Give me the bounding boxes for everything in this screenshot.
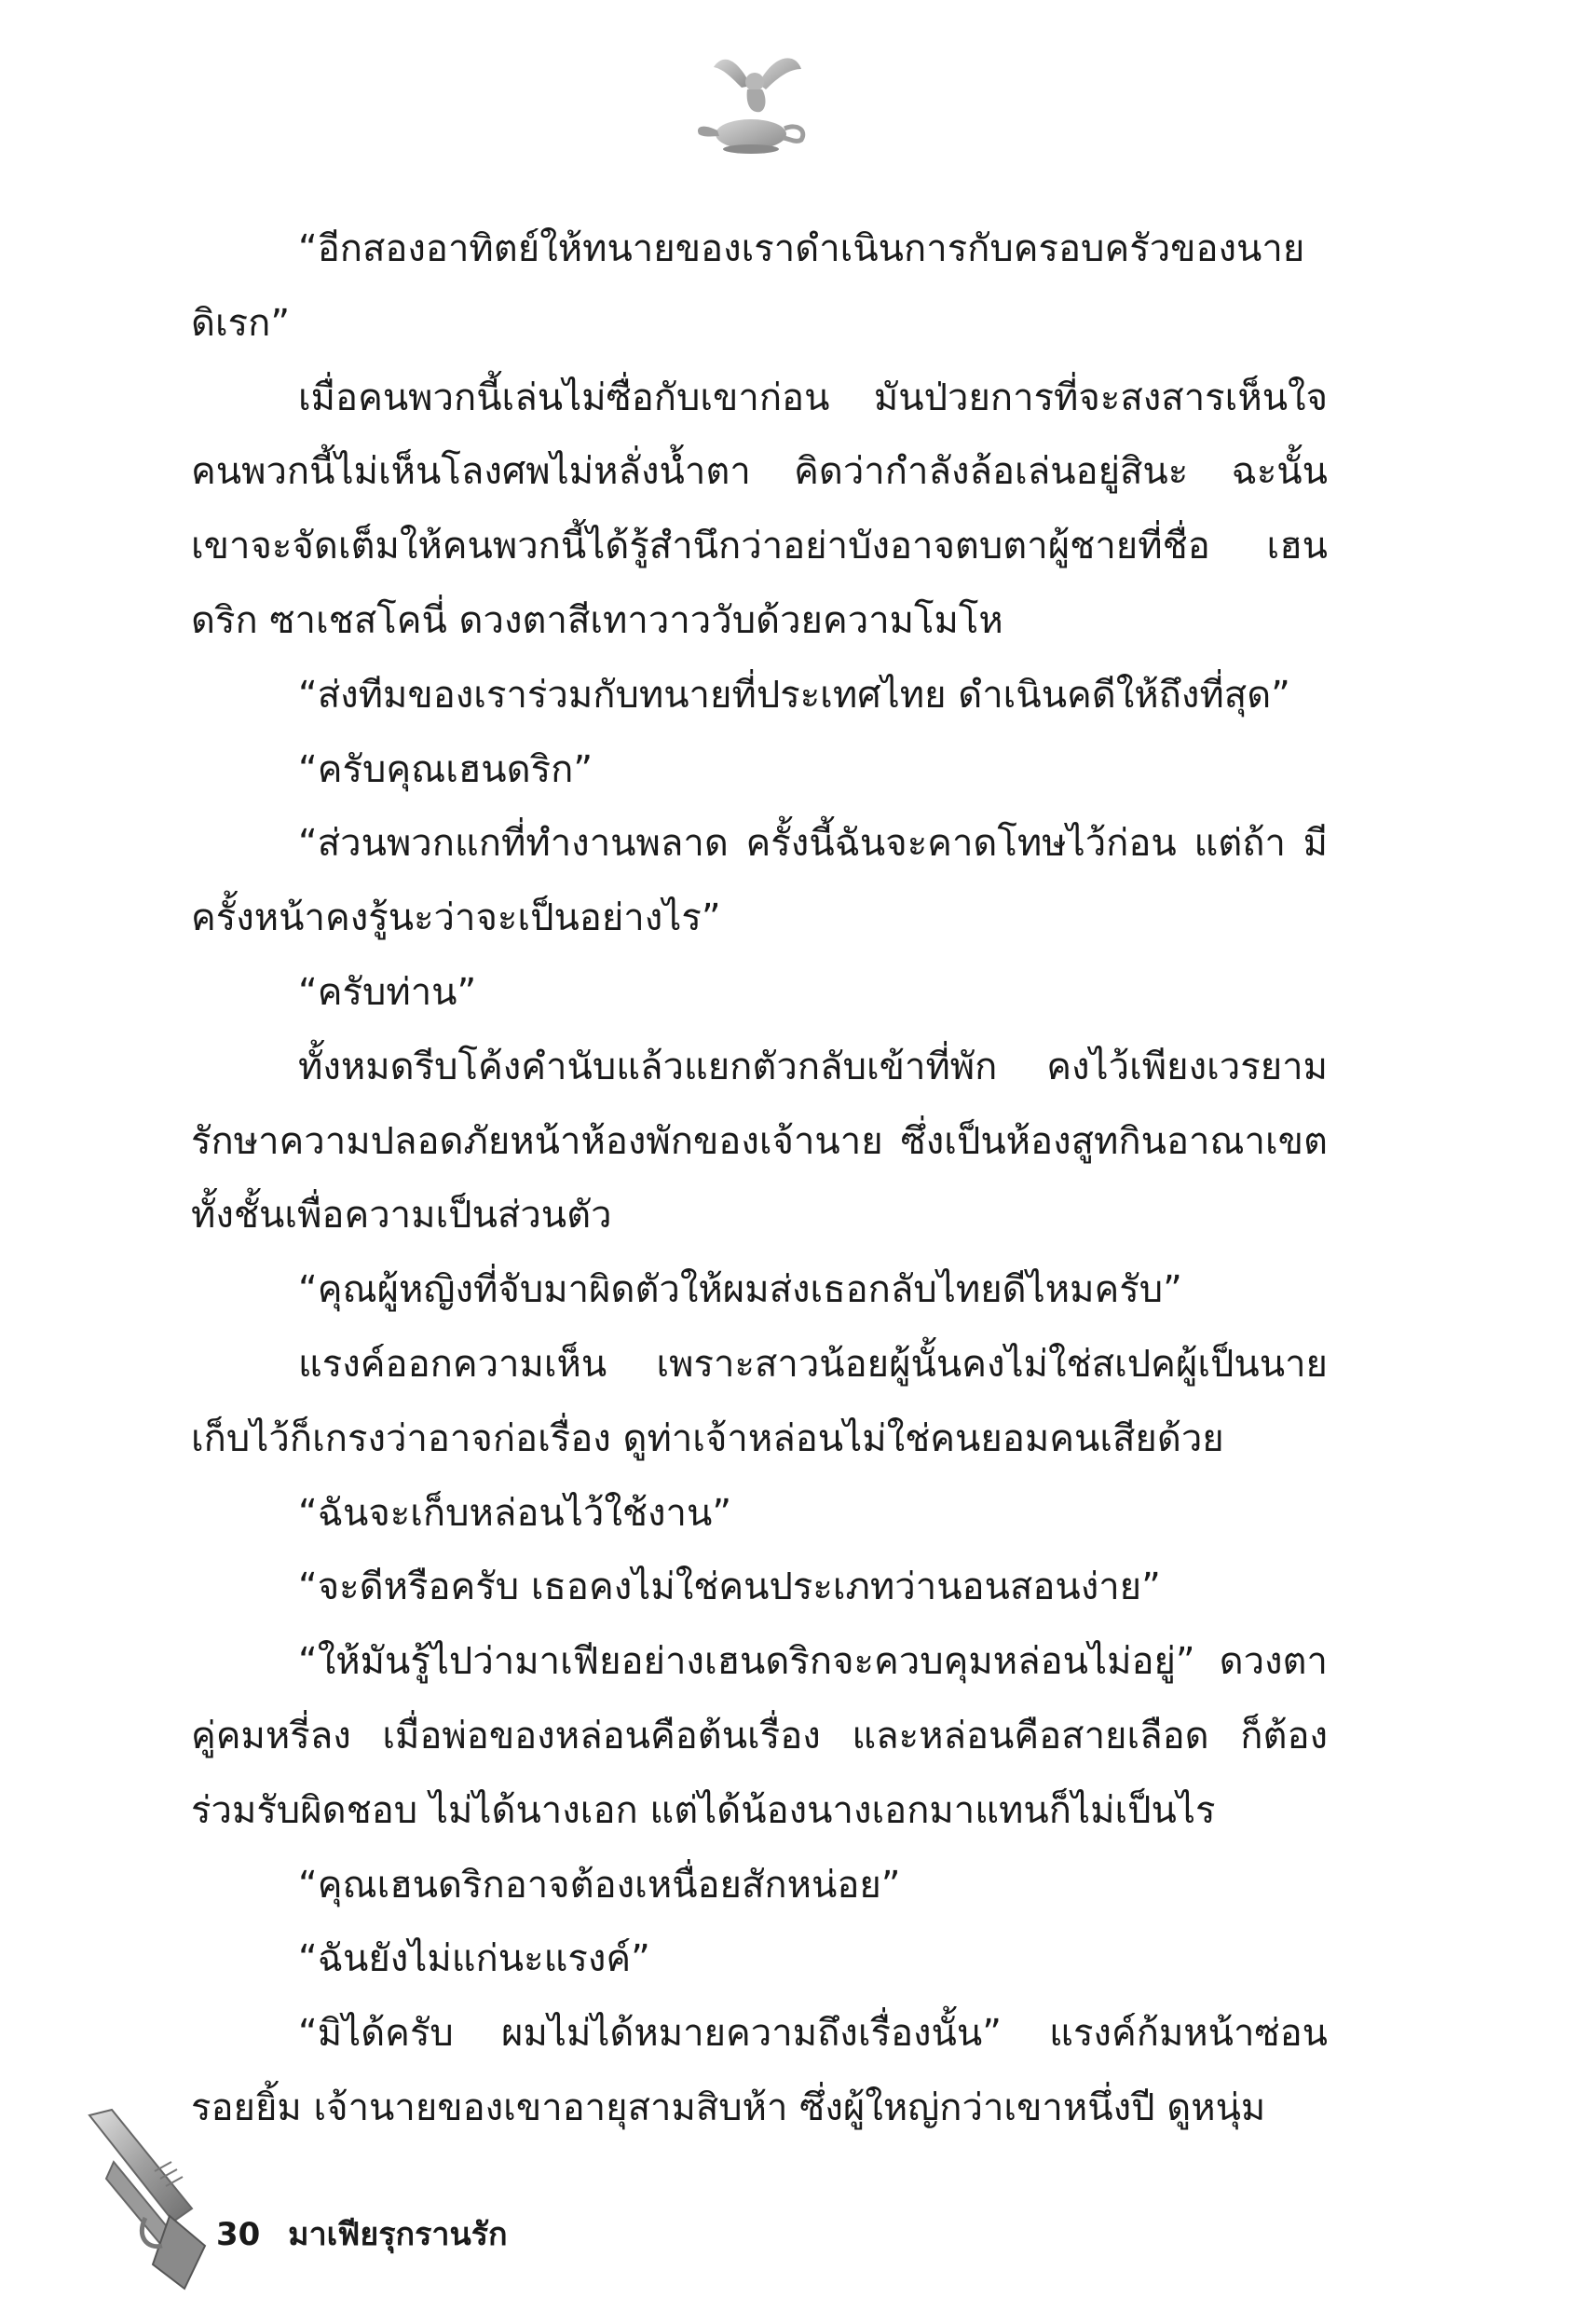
page-number: 30 [216, 2216, 261, 2253]
pistol-icon [80, 2106, 220, 2292]
paragraph: “จะดีหรือครับ เธอคงไม่ใช่คนประเภทว่านอนสอนง่าย” [298, 1566, 1161, 1609]
paragraph: “ส่งทีมของเราร่วมกับทนายที่ประเทศไทย ดำเนินคดีให้ถึงที่สุด” [298, 673, 1290, 717]
paragraph: “ให้มันรู้ไปว่ามาเฟียอย่างเฮนดริกจะควบคุมหล่อนไม่อยู่” ดวงตา คู่คมหรี่ลง เมื่อพ่อของหล่อนคือต้นเรื่อง และหล่อนคือสายเลือด ก็ต้อง ร่วมรับผิดชอบ ไม่ได้นางเอก แต่ได้น้องนางเอกมาแทนก็ไม่เป็นไร [191, 1640, 1328, 1832]
paragraph: แรงค์ออกความเห็น เพราะสาวน้อยผู้นั้นคงไม่ใช่สเปคผู้เป็นนาย เก็บไว้ก็เกรงว่าอาจก่อเรื่อง ดูท่าเจ้าหล่อนไม่ใช่คนยอมคนเสียด้วย [191, 1342, 1328, 1460]
paragraph: เมื่อคนพวกนี้เล่นไม่ซื่อกับเขาก่อน มันป่วยการที่จะสงสารเห็นใจ คนพวกนี้ไม่เห็นโลงศพไม่หลั่งน้ำตา คิดว่ากำลังล้อเล่นอยู่สินะ ฉะนั้น เขาจะจัดเต็มให้คนพวกนี้ได้รู้สำนึกว่าอย่าบังอาจตบตาผู้ชายที่ชื่อ เฮนดริก ซาเชสโคนี่ ดวงตาสีเทาวาววับด้วยความโมโห [191, 376, 1328, 642]
book-title: มาเฟียรุกรานรัก [288, 2216, 508, 2253]
paragraph: ทั้งหมดรีบโค้งคำนับแล้วแยกตัวกลับเข้าที่พัก คงไว้เพียงเวรยาม รักษาความปลอดภัยหน้าห้องพักของเจ้านาย ซึ่งเป็นห้องสูทกินอาณาเขต ทั้งชั้นเพื่อความเป็นส่วนตัว [191, 1045, 1328, 1238]
paragraph: “ส่วนพวกแกที่ทำงานพลาด ครั้งนี้ฉันจะคาดโทษไว้ก่อน แต่ถ้า มีครั้งหน้าคงรู้นะว่าจะเป็นอย่างไร” [191, 822, 1328, 940]
paragraph: “ครับคุณเฮนดริก” [298, 747, 593, 791]
paragraph: “ฉันจะเก็บหล่อนไว้ใช้งาน” [298, 1491, 732, 1535]
paragraph: “อีกสองอาทิตย์ให้ทนายของเราดำเนินการกับครอบครัวของนายดิเรก” [191, 227, 1305, 345]
paragraph: “มิได้ครับ ผมไม่ได้หมายความถึงเรื่องนั้น” แรงค์ก้มหน้าซ่อน รอยยิ้ม เจ้านายของเขาอายุสามสิบห้า ซึ่งผู้ใหญ่กว่าเขาหนึ่งปี ดูหนุ่ม [191, 2012, 1328, 2129]
paragraph: “ฉันยังไม่แก่นะแรงค์” [298, 1937, 650, 1981]
cupid-teapot-ornament-icon [686, 48, 816, 160]
page-footer [216, 2208, 508, 2259]
paragraph: “คุณเฮนดริกอาจต้องเหนื่อยสักหน่อย” [298, 1863, 901, 1907]
paragraph: “คุณผู้หญิงที่จับมาผิดตัวให้ผมส่งเธอกลับไทยดีไหมครับ” [298, 1268, 1182, 1312]
body-text [191, 212, 1328, 2146]
paragraph: “ครับท่าน” [298, 970, 477, 1014]
